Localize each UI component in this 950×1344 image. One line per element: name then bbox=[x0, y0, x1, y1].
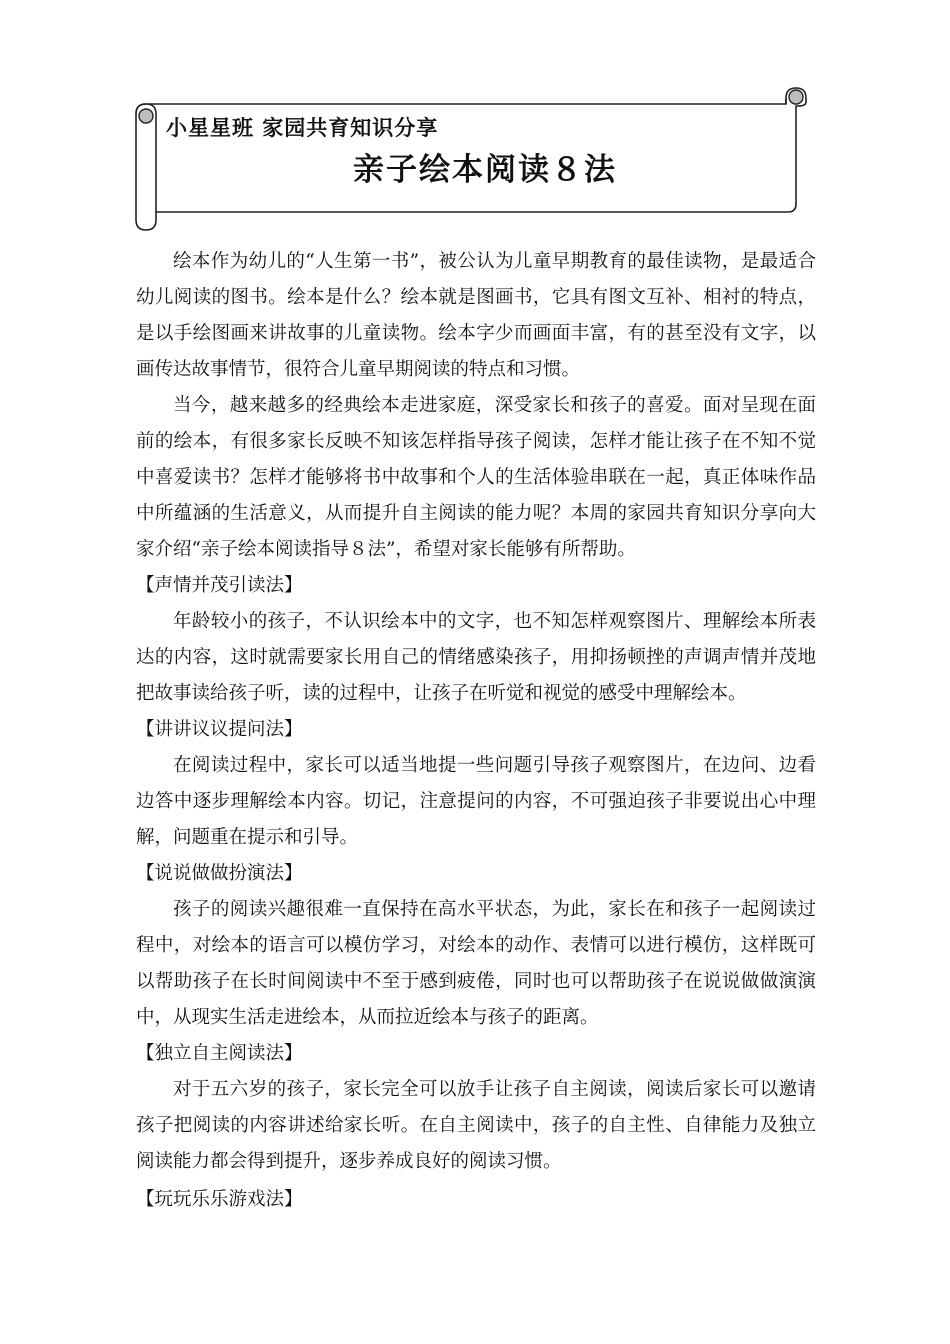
section-heading-5: 【玩玩乐乐游戏法】 bbox=[136, 1189, 303, 1210]
section-body-1: 年龄较小的孩子，不认识绘本中的文字，也不知怎样观察图片、理解绘本所表达的内容，这时就需要家长用自己的情绪感染孩子，用抑扬顿挫的声调声情并茂地把故事读给孩子听，读的过程中，让孩子在听觉和视觉的感受中理解绘本。 bbox=[136, 611, 816, 704]
section-heading-4: 【独立自主阅读法】 bbox=[136, 1043, 303, 1064]
section-heading-1: 【声情并茂引读法】 bbox=[136, 575, 303, 596]
page-title: 亲子绘本阅读８法 bbox=[353, 152, 617, 188]
section-body-4: 对于五六岁的孩子，家长完全可以放手让孩子自主阅读，阅读后家长可以邀请孩子把阅读的内容讲述给家长听。在自主阅读中，孩子的自主性、自律能力及独立阅读能力都会得到提升，逐步养成良好的阅读习惯。 bbox=[136, 1079, 816, 1172]
banner-subtitle: 小星星班 家园共育知识分享 bbox=[166, 116, 439, 140]
section-body-3: 孩子的阅读兴趣很难一直保持在高水平状态，为此，家长在和孩子一起阅读过程中，对绘本的语言可以模仿学习，对绘本的动作、表情可以进行模仿，这样既可以帮助孩子在长时间阅读中不至于感到疲倦，同时也可以帮助孩子在说说做做演演中，从现实生活走进绘本，从而拉近绘本与孩子的距离。 bbox=[136, 899, 816, 1028]
section-body-2: 在阅读过程中，家长可以适当地提一些问题引导孩子观察图片，在边问、边看边答中逐步理解绘本内容。切记，注意提问的内容，不可强迫孩子非要说出心中理解，问题重在提示和引导。 bbox=[136, 755, 816, 848]
intro-paragraph-1: 绘本作为幼儿的“人生第一书”，被公认为儿童早期教育的最佳读物，是最适合幼儿阅读的图书。绘本是什么？绘本就是图画书，它具有图文互补、相衬的特点，是以手绘图画来讲故事的儿童读物。绘本字少而画面丰富，有的甚至没有文字，以画传达故事情节，很符合儿童早期阅读的特点和习惯。 bbox=[136, 251, 816, 380]
section-heading-3: 【说说做做扮演法】 bbox=[136, 863, 303, 884]
scroll-banner-frame bbox=[0, 0, 950, 240]
article-body bbox=[136, 244, 816, 1218]
left-scroll-curl bbox=[139, 109, 153, 123]
intro-paragraph-2: 当今，越来越多的经典绘本走进家庭，深受家长和孩子的喜爱。面对呈现在面前的绘本，有很多家长反映不知该怎样指导孩子阅读，怎样才能让孩子在不知不觉中喜爱读书？怎样才能够将书中故事和个人的生活体验串联在一起，真正体味作品中所蕴涵的生活意义，从而提升自主阅读的能力呢？本周的家园共育知识分享向大家介绍“亲子绘本阅读指导８法”，希望对家长能够有所帮助。 bbox=[136, 395, 816, 560]
right-scroll-curl bbox=[789, 90, 803, 104]
section-heading-2: 【讲讲议议提问法】 bbox=[136, 719, 303, 740]
title-banner bbox=[0, 0, 950, 240]
